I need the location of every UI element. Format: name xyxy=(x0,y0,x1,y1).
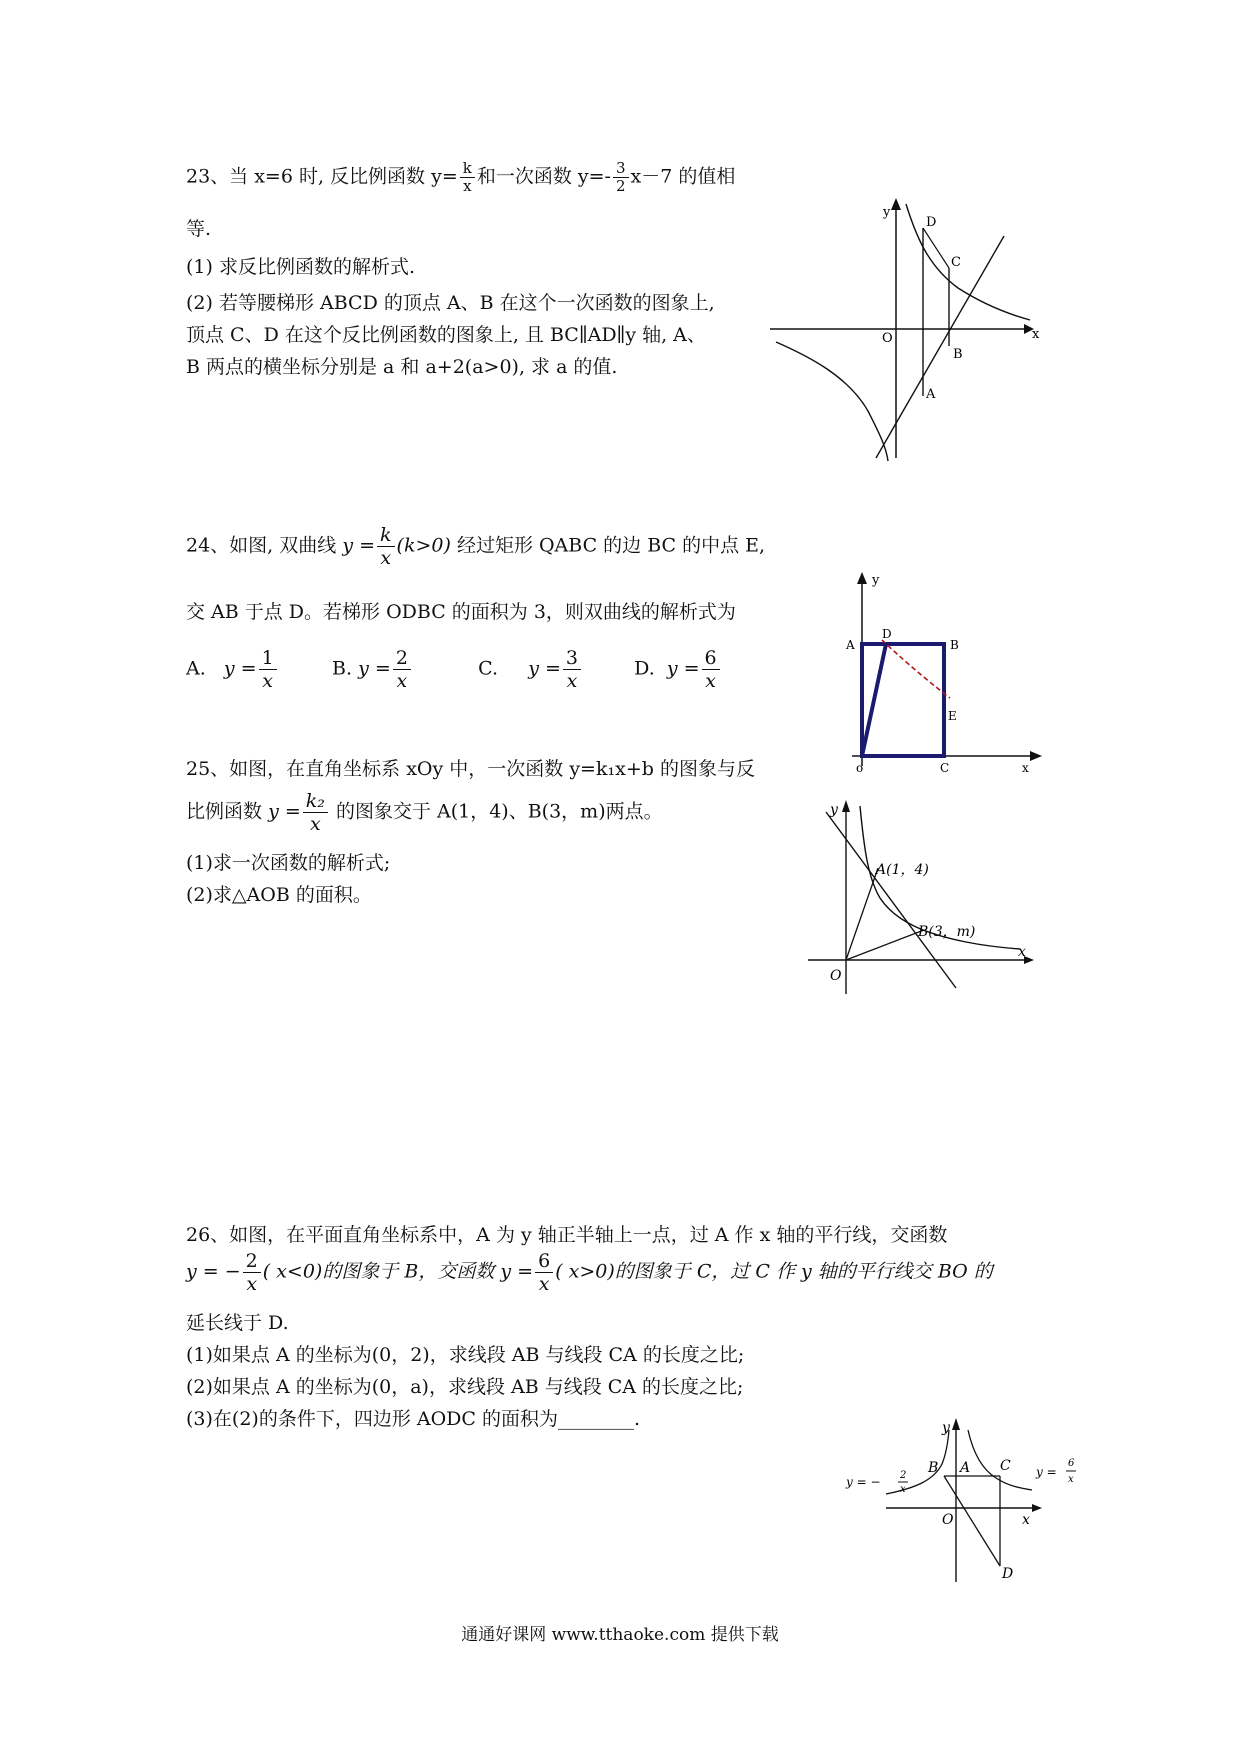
q24-options xyxy=(186,647,774,692)
q24-y-eq: y = xyxy=(342,534,376,557)
q25-line1: 25、如图，在直角坐标系 xOy 中，一次函数 y=k₁x+b 的图象与反 xyxy=(186,758,755,780)
q26-x-arrow xyxy=(1032,1504,1042,1512)
page-footer: 通通好课网 www.tthaoke.com 提供下载 xyxy=(461,1625,779,1645)
q24-prefix: 24、如图, 双曲线 xyxy=(186,534,337,557)
q25-label-O: O xyxy=(830,968,842,984)
q25-figure xyxy=(806,798,1036,998)
q23-part2-a: (2) 若等腰梯形 ABCD 的顶点 A、B 在这个一次函数的图象上, xyxy=(186,292,715,314)
q24-option-b[interactable] xyxy=(332,647,472,692)
q25-label-A: A(1，4) xyxy=(876,862,929,878)
q24-label-E: E xyxy=(948,709,957,723)
q26-right-func-lhs: y = xyxy=(1036,1465,1057,1479)
q26-label-x: x xyxy=(1022,1512,1030,1528)
q26-f1-cond: ( x<0)的图象于 B，交函数 xyxy=(262,1260,495,1283)
q26-label-O: O xyxy=(942,1512,954,1528)
q24-option-b-label: B. xyxy=(332,657,353,680)
q26-f2-lhs: y = xyxy=(500,1260,534,1283)
q25-y-eq: y = xyxy=(268,800,301,823)
q24-label-O: o xyxy=(856,761,864,775)
q25-pre2: 比例函数 xyxy=(186,800,263,823)
q23-frac-32 xyxy=(613,160,629,195)
q23-line1 xyxy=(186,160,735,195)
q26-part1: (1)如果点 A 的坐标为(0，2)，求线段 AB 与线段 CA 的长度之比; xyxy=(186,1344,745,1366)
q24-option-b-den: x xyxy=(396,670,408,692)
q25-y-arrow xyxy=(842,800,850,812)
q25-line2 xyxy=(186,790,663,835)
q26-right-func-den: x xyxy=(1068,1474,1074,1485)
q24-label-B: B xyxy=(950,638,959,652)
q24-line1 xyxy=(186,524,765,569)
q25-post2: 的图象交于 A(1，4)、B(3，m)两点。 xyxy=(335,800,663,823)
q26-f2-den: x xyxy=(538,1273,550,1295)
q26-label-y: y xyxy=(942,1420,950,1436)
q24-option-c-lhs: y = xyxy=(528,657,561,680)
q23-y-arrow xyxy=(891,198,901,210)
q24-figure xyxy=(846,570,1046,775)
q24-option-b-lhs: y = xyxy=(358,657,391,680)
q23-hyperbola-right xyxy=(906,204,1030,320)
q23-label-x: x xyxy=(1032,327,1040,342)
q23-frac-k xyxy=(460,160,475,195)
q24-segment-OD xyxy=(862,644,886,756)
q26-left-func-den: x xyxy=(900,1484,906,1495)
q26-label-A: A xyxy=(960,1460,971,1476)
q24-x-arrow xyxy=(1030,751,1042,761)
q25-part1: (1)求一次函数的解析式; xyxy=(186,852,391,874)
q23-hyperbola-left xyxy=(776,342,888,461)
q24-option-c-den: x xyxy=(566,670,578,692)
q26-f1-den: x xyxy=(246,1273,258,1295)
q26-f1-lhs: y = − xyxy=(186,1260,241,1283)
q23-label-A: A xyxy=(926,387,936,402)
q24-label-C: C xyxy=(940,761,950,775)
q25-label-B: B(3，m) xyxy=(918,924,976,940)
q26-figure xyxy=(846,1416,1086,1586)
q24-option-a[interactable] xyxy=(186,647,326,692)
q26-line1: 26、如图，在平面直角坐标系中，A 为 y 轴正半轴上一点，过 A 作 x 轴的平行线，交函数 xyxy=(186,1224,948,1246)
q24-label-A: A xyxy=(846,638,855,652)
q25-segment-OA xyxy=(846,868,878,960)
q24-option-a-num: 1 xyxy=(259,647,277,670)
q24-option-a-frac xyxy=(259,647,277,692)
q23-label-B: B xyxy=(953,347,963,362)
q24-option-b-frac xyxy=(393,647,411,692)
q24-option-d-lhs: y = xyxy=(666,657,700,680)
q24-x: x xyxy=(380,547,392,569)
q24-option-c-frac xyxy=(563,647,581,692)
q24-option-d-den: x xyxy=(705,670,716,692)
q23-line xyxy=(876,236,1004,458)
q24-option-d-label: D. xyxy=(634,657,655,680)
q24-option-a-label: A. xyxy=(186,657,206,680)
q26-hyperbola-left xyxy=(886,1430,949,1494)
q26-f2-num: 6 xyxy=(535,1250,553,1273)
q26-label-C: C xyxy=(1000,1458,1011,1474)
q24-label-x: x xyxy=(1022,761,1029,775)
q24-option-b-num: 2 xyxy=(393,647,411,670)
q24-frac xyxy=(377,524,395,569)
q26-f2-cond: ( x>0)的图象于 C，过 C 作 y 轴的平行线交 BO 的 xyxy=(555,1260,993,1283)
q25-k2: k₂ xyxy=(303,790,328,813)
q23-num: 3 xyxy=(613,160,629,178)
q24-option-c-label: C. xyxy=(478,657,498,680)
q24-option-a-lhs: y = xyxy=(223,657,257,680)
q23-x: x xyxy=(463,177,472,195)
q24-option-d[interactable] xyxy=(634,647,774,692)
q26-left-func-num: 2 xyxy=(900,1470,907,1481)
q24-option-c-num: 3 xyxy=(563,647,581,670)
q24-label-D: D xyxy=(882,627,892,641)
q25-x: x xyxy=(309,813,321,835)
q23-den: 2 xyxy=(615,177,626,195)
q25-segment-OB xyxy=(846,930,924,960)
q23-mid: 和一次函数 y=- xyxy=(476,165,611,188)
q23-segment-DC xyxy=(923,228,949,268)
q23-suffix: x－7 的值相 xyxy=(630,165,736,188)
q23-figure xyxy=(768,196,1048,466)
q26-line3: 延长线于 D. xyxy=(186,1312,289,1334)
q26-left-func-lhs: y = − xyxy=(846,1475,881,1489)
q24-option-a-den: x xyxy=(262,670,273,692)
q23-label-C: C xyxy=(951,255,961,270)
q24-hyperbola xyxy=(882,640,950,698)
q25-label-y: y xyxy=(830,802,838,818)
q26-right-func-num: 6 xyxy=(1068,1458,1075,1469)
q24-suffix: 经过矩形 QABC 的边 BC 的中点 E, xyxy=(456,534,766,557)
q26-label-B: B xyxy=(928,1460,939,1476)
q23-label-y: y xyxy=(883,205,891,220)
q26-f1-frac xyxy=(243,1250,261,1295)
q25-label-x: x xyxy=(1018,944,1026,960)
q23-part2-c: B 两点的横坐标分别是 a 和 a+2(a>0), 求 a 的值. xyxy=(186,356,618,378)
q24-option-d-num: 6 xyxy=(702,647,720,670)
q24-k: k xyxy=(377,524,395,547)
q24-cond: (k>0) xyxy=(396,534,451,557)
q26-y-arrow xyxy=(952,1418,960,1430)
q24-label-y: y xyxy=(872,573,880,588)
q23-part2-b: 顶点 C、D 在这个反比例函数的图象上, 且 BC∥AD∥y 轴, A、 xyxy=(186,324,706,346)
q23-prefix: 23、当 x=6 时, 反比例函数 y= xyxy=(186,165,458,188)
q26-f1-num: 2 xyxy=(243,1250,261,1273)
q26-label-D: D xyxy=(1002,1566,1014,1582)
q26-line2 xyxy=(186,1250,993,1295)
q23-label-D: D xyxy=(926,215,937,230)
q25-frac xyxy=(303,790,328,835)
q23-line2: 等. xyxy=(186,218,212,240)
q23-k: k xyxy=(460,160,475,178)
q24-y-arrow xyxy=(857,572,867,584)
q26-part3: (3)在(2)的条件下，四边形 AODC 的面积为________. xyxy=(186,1408,641,1430)
q24-line2: 交 AB 于点 D。若梯形 ODBC 的面积为 3，则双曲线的解析式为 xyxy=(186,601,736,623)
q24-option-c[interactable] xyxy=(478,647,628,692)
q25-part2: (2)求△AOB 的面积。 xyxy=(186,884,372,906)
q23-part1: (1) 求反比例函数的解析式. xyxy=(186,256,415,278)
q23-label-O: O xyxy=(882,331,893,346)
q24-option-d-frac xyxy=(702,647,720,692)
q26-part2: (2)如果点 A 的坐标为(0，a)，求线段 AB 与线段 CA 的长度之比; xyxy=(186,1376,744,1398)
q26-f2-frac xyxy=(535,1250,553,1295)
